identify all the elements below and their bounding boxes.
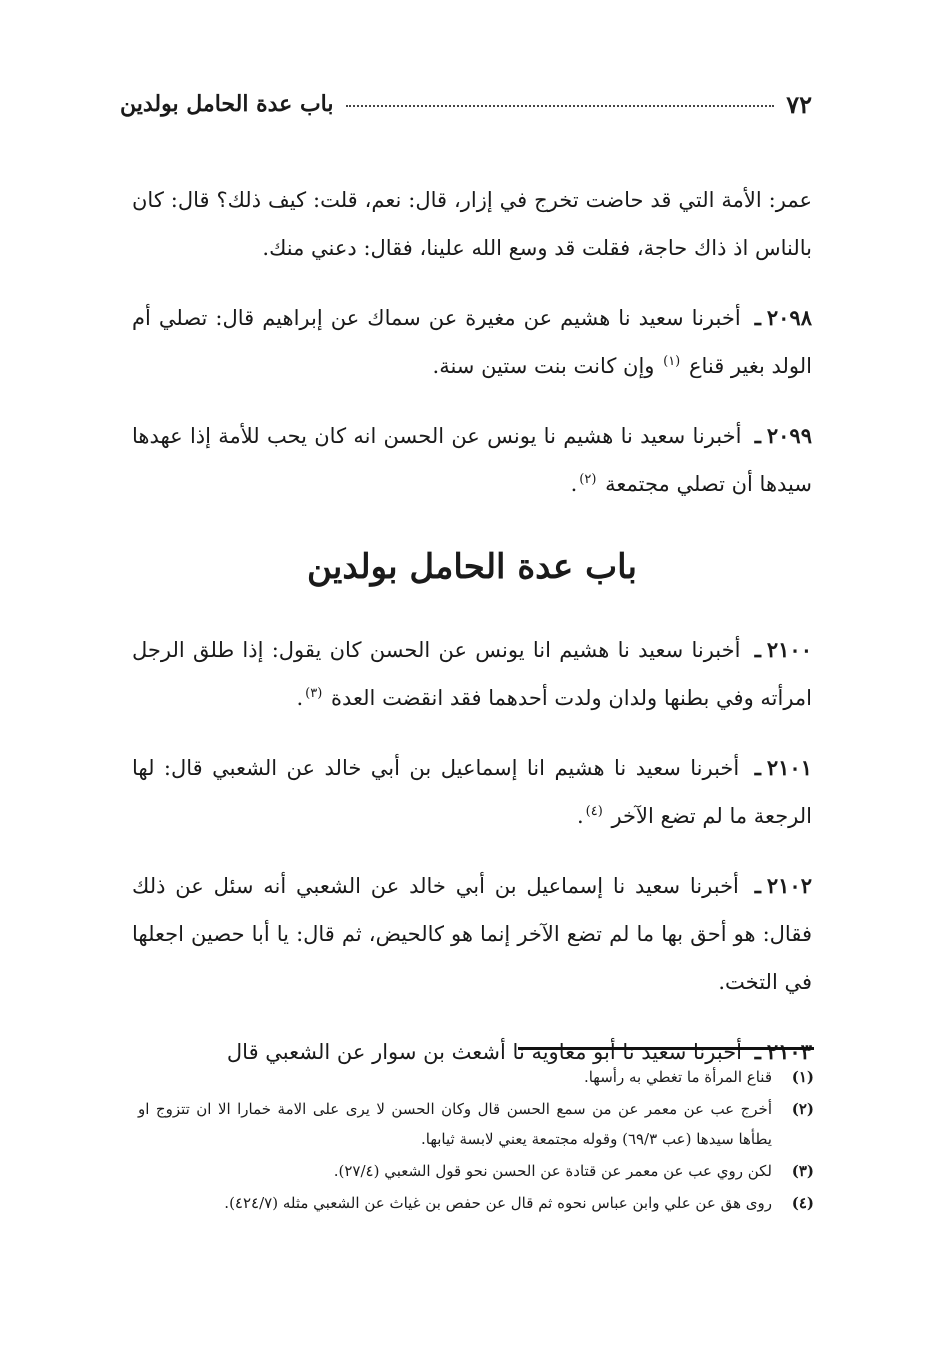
footnote-number: (٢) xyxy=(791,1100,814,1118)
footnotes xyxy=(138,1062,814,1220)
hadith-text: أخبرنا سعيد نا هشيم عن مغيرة عن سماك عن إبراهيم قال: تصلي أم الولد بغير قناع xyxy=(132,306,812,378)
footnote-item xyxy=(138,1156,814,1186)
hadith-text: أخبرنا سعيد نا هشيم انا إسماعيل بن أبي خالد عن الشعبي قال: لها الرجعة ما لم تضع الآخر xyxy=(132,756,812,828)
footnote-text: أخرج عب عن معمر عن من سمع الحسن قال وكان الحسن لا يرى على الامة خمارا الا ان تتزوج او يطأها سيدها (عب ٦٩/٣) وقوله مجتمعة يعني لابسة ثيابها. xyxy=(138,1100,772,1148)
hadith-2100 xyxy=(132,626,812,722)
dash: ـ xyxy=(754,637,761,662)
hadith-2099 xyxy=(132,412,812,508)
footnote-ref: (٣) xyxy=(305,686,323,701)
hadith-number: ٢١٠٣ xyxy=(766,1039,812,1064)
paragraph-continuation xyxy=(132,176,812,272)
paragraph-text: عمر: الأمة التي قد حاضت تخرج في إزار، قال: نعم، قلت: كيف ذلك؟ قال: كان بالناس اذ ذاك حاجة، فقلت قد وسع الله علينا، فقال: دعني منك. xyxy=(132,188,812,260)
dash: ـ xyxy=(754,755,761,780)
dash: ـ xyxy=(754,873,761,898)
footnote-ref: (٢) xyxy=(579,472,597,487)
footnote-number: (٣) xyxy=(791,1162,814,1180)
footnote-number: (٤) xyxy=(791,1194,814,1212)
dash: ـ xyxy=(754,423,761,448)
hadith-text-end: . xyxy=(570,472,578,496)
footnote-number: (١) xyxy=(791,1068,814,1086)
hadith-number: ٢١٠٢ xyxy=(766,873,812,898)
hadith-text: أخبرنا سعيد نا أبو معاوية نا أشعث بن سوار عن الشعبي قال xyxy=(226,1040,743,1064)
footnote-item xyxy=(138,1062,814,1092)
hadith-text-end: . xyxy=(576,804,584,828)
footnote-item xyxy=(138,1094,814,1154)
dash: ـ xyxy=(754,1039,761,1064)
hadith-2102 xyxy=(132,862,812,1006)
hadith-text-end: وإن كانت بنت ستين سنة. xyxy=(432,354,655,378)
hadith-number: ٢١٠٠ xyxy=(766,637,812,662)
footnote-separator xyxy=(518,1047,814,1050)
footnote-ref: (٤) xyxy=(585,804,603,819)
dash: ـ xyxy=(754,305,761,330)
footnote-text: لكن روي عب عن معمر عن قتادة عن الحسن نحو قول الشعبي (٢٧/٤). xyxy=(333,1162,772,1180)
page-number: ٧٢ xyxy=(786,89,812,119)
footnote-text: قناع المرأة ما تغطي به رأسها. xyxy=(583,1068,772,1086)
hadith-number: ٢٠٩٨ xyxy=(766,305,812,330)
hadith-text-end: . xyxy=(296,686,304,710)
footnote-ref: (١) xyxy=(663,354,681,369)
chapter-title: باب عدة الحامل بولدين xyxy=(307,547,637,587)
footnote-text: روى هق عن علي وابن عباس نحوه ثم قال عن حفص بن غياث عن الشعبي مثله (٤٢٤/٧). xyxy=(224,1194,772,1212)
hadith-2101 xyxy=(132,744,812,840)
hadith-text: أخبرنا سعيد نا إسماعيل بن أبي خالد عن الشعبي أنه سئل عن ذلك فقال: هو أحق بها ما لم تضع الآخر إنما هو كالحيض، ثم قال: يا أبا حصين اجعلها في التخت. xyxy=(132,874,812,994)
hadith-text: أخبرنا سعيد نا هشيم انا يونس عن الحسن كان يقول: إذا طلق الرجل امرأته وفي بطنها ولدان ولدت أحدهما فقد انقضت العدة xyxy=(132,638,812,710)
page-body xyxy=(132,176,812,1098)
hadith-number: ٢٠٩٩ xyxy=(766,423,812,448)
running-title: باب عدة الحامل بولدين xyxy=(120,91,334,117)
hadith-number: ٢١٠١ xyxy=(766,755,812,780)
footnote-item xyxy=(138,1188,814,1218)
hadith-text: أخبرنا سعيد نا هشيم نا يونس عن الحسن انه كان يحب للأمة إذا عهدها سيدها أن تصلي مجتمعة xyxy=(132,424,812,496)
page-header xyxy=(120,84,812,124)
hadith-2098 xyxy=(132,294,812,390)
header-dotted-leader xyxy=(346,105,775,107)
